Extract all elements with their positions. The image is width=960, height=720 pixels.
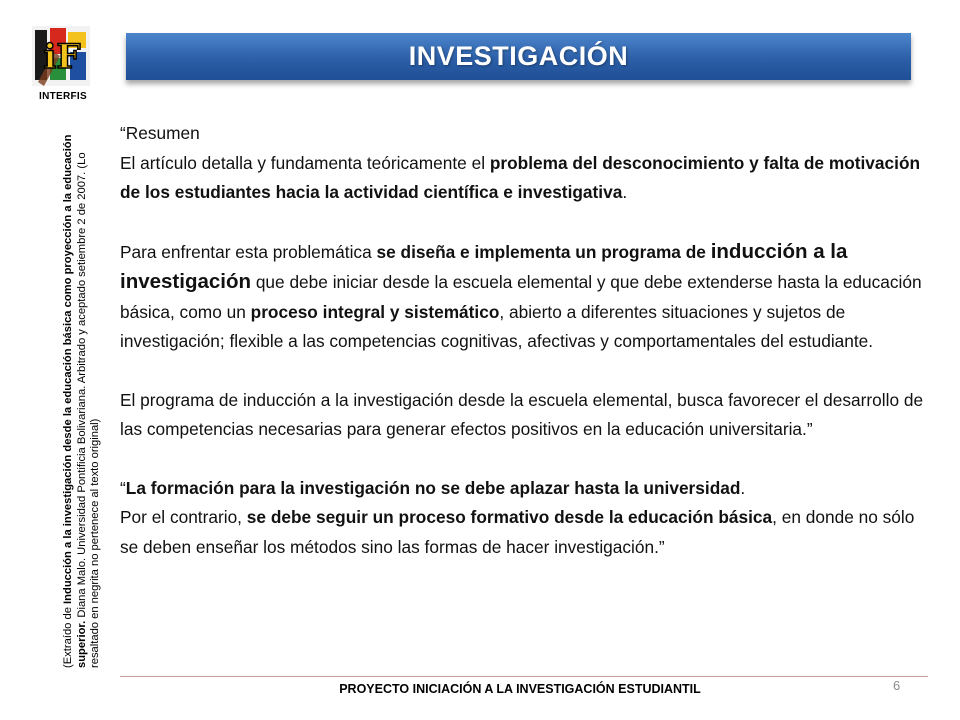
title-bar (126, 33, 911, 80)
p2-bold-e: proceso integral y sistemático (250, 301, 500, 322)
p4-open-quote: “ (120, 477, 126, 498)
p2-bold-large: inducción a la investigación (120, 239, 848, 293)
paragraph-4 (120, 474, 935, 504)
paragraph-5 (120, 503, 935, 562)
paragraph-1 (120, 149, 935, 208)
footer-rule (120, 676, 928, 677)
citation-title: Inducción a la investigación desde la educación básica como proyección a la educación superior. (62, 134, 88, 668)
p2-bold-a: se diseña e implementa un programa de (376, 241, 711, 262)
logo-caption: INTERFIS (39, 91, 87, 102)
paragraph-2 (120, 237, 935, 357)
footer-title: PROYECTO INICIACIÓN A LA INVESTIGACIÓN ESTUDIANTIL (339, 682, 701, 696)
spacer (120, 445, 935, 474)
p4-text-e: , en donde no sólo se deben enseñar los métodos sino las formas de hacer investigación.” (120, 507, 915, 557)
p4-text-c: Por el contrario, (120, 507, 247, 527)
p2-text-d: que debe iniciar desde la escuela elemental y que debe extenderse hasta la educación básica, como un (120, 272, 922, 322)
interfis-logo (30, 22, 94, 90)
abstract-heading: “Resumen (120, 123, 200, 143)
p1-bold: problema del desconocimiento y falta de motivación de los estudiantes hacia la actividad científica e investigativa (120, 152, 921, 202)
citation-prefix: (Extraído de (62, 603, 74, 668)
p2-text-a: Para enfrentar esta problemática (120, 241, 377, 262)
page-number: 6 (893, 678, 901, 693)
p1-text-c: . (622, 182, 628, 202)
p4-bold-d: se debe seguir un proceso formativo desde la educación básica (246, 507, 773, 527)
p2-text-f: , abierto a diferentes situaciones y sujetos de investigación; flexible a las competencias cognitivas, afectivas y comportamentales del estudiante. (120, 301, 874, 351)
main-content (120, 119, 935, 562)
side-note-container (62, 112, 116, 668)
svg-text:iF: iF (43, 37, 81, 77)
spacer (120, 357, 935, 386)
p4-bold-a: La formación para la investigación no se debe aplazar hasta la universidad (125, 477, 741, 498)
spacer (120, 208, 935, 237)
p4-text-b: . (740, 477, 746, 498)
page-title: INVESTIGACIÓN (408, 41, 629, 71)
p1-text-a: El artículo detalla y fundamenta teóricamente el (120, 152, 490, 173)
source-citation (62, 112, 116, 668)
paragraph-3: El programa de inducción a la investigación desde la escuela elemental, busca favorecer el desarrollo de las competencias necesarias para generar efectos positivos en la educación universitaria.” (120, 389, 924, 439)
citation-details: Diana Malo. Universidad Pontificia Bolivariana. Arbitrado y aceptado setiembre 2 de 2007. (Lo resaltado en negrita no pertenece al texto original) (75, 152, 101, 668)
